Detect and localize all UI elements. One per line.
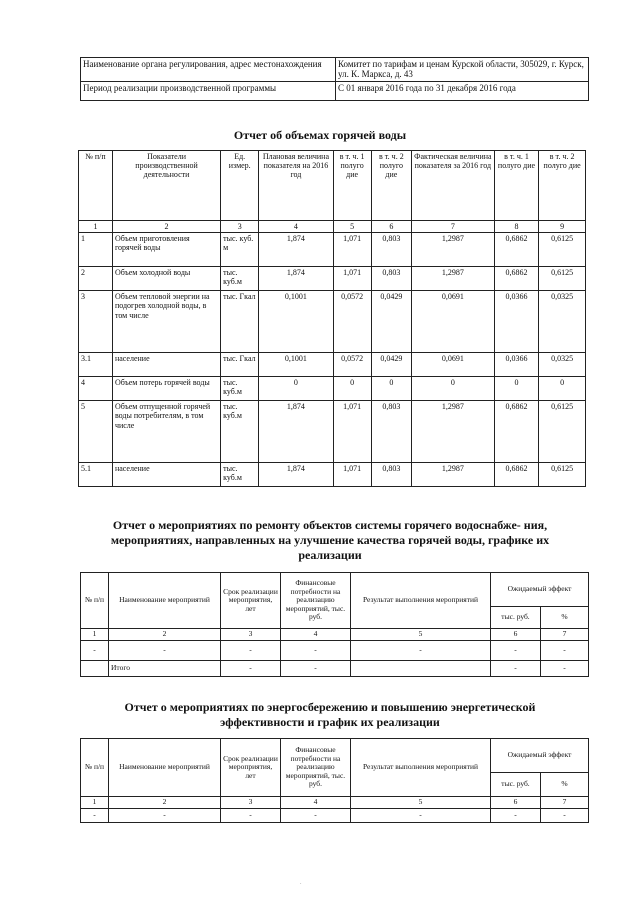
row-unit: тыс. куб. м (221, 233, 259, 267)
row-label: население (112, 463, 220, 487)
col-header: тыс. руб. (491, 773, 541, 797)
index-cell: 4 (259, 221, 333, 233)
row-unit: тыс. куб.м (221, 463, 259, 487)
index-cell: 5 (333, 221, 371, 233)
col-header: % (541, 607, 589, 629)
col-header: Наименование мероприятий (109, 573, 221, 629)
row-value: 0,803 (371, 233, 411, 267)
table-row (79, 233, 586, 267)
row-value: 0,1001 (259, 353, 333, 377)
row-value: 1,2987 (412, 401, 495, 463)
index-cell: 2 (112, 221, 220, 233)
col-header: в т. ч. 2 полуго дие (539, 151, 586, 221)
index-cell: 3 (221, 629, 281, 641)
index-cell: 2 (109, 797, 221, 809)
row-value: 0,6862 (494, 401, 539, 463)
row-label: Объем холодной воды (112, 267, 220, 291)
header-value: Комитет по тарифам и ценам Курской области, 305029, г. Курск, ул. К. Маркса, д. 43 (336, 58, 589, 82)
col-header: в т. ч. 1 полуго дие (494, 151, 539, 221)
row-num: 3 (79, 291, 113, 353)
row-value: 1,2987 (412, 267, 495, 291)
index-cell: 1 (79, 221, 113, 233)
row-label: Объем тепловой энергии на подогрев холодной воды, в том числе (112, 291, 220, 353)
cell: - (109, 808, 221, 822)
header-row (81, 81, 589, 100)
index-cell: 9 (539, 221, 586, 233)
col-header: Финансовые потребности на реализацию мероприятий, тыс. руб. (281, 739, 351, 797)
table-row (81, 808, 589, 822)
table-row (79, 463, 586, 487)
row-value: 1,874 (259, 463, 333, 487)
col-header: Ожидаемый эффект (491, 739, 589, 773)
report3-title: Отчет о мероприятиях по энергосбережению и повышению энергетической эффективности и график их реализации (124, 700, 536, 729)
row-num: 3.1 (79, 353, 113, 377)
row-num: 1 (79, 233, 113, 267)
cell: - (351, 641, 491, 661)
row-unit: тыс. Гкал (221, 353, 259, 377)
index-cell: 3 (221, 797, 281, 809)
col-header: Финансовые потребности на реализацию мероприятий, тыс. руб. (281, 573, 351, 629)
index-cell: 7 (541, 797, 589, 809)
row-value: 0,803 (371, 401, 411, 463)
col-header: Срок реализации мероприятия, лет (221, 739, 281, 797)
row-value: 0,0429 (371, 353, 411, 377)
cell: - (541, 808, 589, 822)
report2-header-row (81, 573, 589, 607)
table-row (79, 291, 586, 353)
table-row (79, 353, 586, 377)
table-row (81, 661, 589, 677)
header-row (81, 58, 589, 82)
row-value: 0 (539, 377, 586, 401)
table-row (79, 401, 586, 463)
report3-index-row (81, 797, 589, 809)
row-value: 0 (371, 377, 411, 401)
col-header: в т. ч. 1 полуго дие (333, 151, 371, 221)
report2-title: Отчет о мероприятиях по ремонту объектов системы горячего водоснабже- ния, мероприятиях, направленных на улучшение качества горячей воды, графике их реализации (110, 518, 550, 562)
row-value: 1,071 (333, 401, 371, 463)
row-value: 0,0572 (333, 291, 371, 353)
row-value: 0,6125 (539, 267, 586, 291)
cell: - (491, 808, 541, 822)
row-value: 0,0572 (333, 353, 371, 377)
row-value: 1,2987 (412, 233, 495, 267)
row-value: 0,6125 (539, 233, 586, 267)
table-row (81, 641, 589, 661)
row-value: 1,2987 (412, 463, 495, 487)
row-unit: тыс. куб.м (221, 401, 259, 463)
page-mark: . (300, 880, 302, 886)
row-value: 0,6125 (539, 463, 586, 487)
row-label: Объем отпущенной горячей воды потребителям, в том числе (112, 401, 220, 463)
index-cell: 6 (371, 221, 411, 233)
row-value: 0,0325 (539, 353, 586, 377)
cell: - (281, 661, 351, 677)
col-header: Показатели производственной деятельности (112, 151, 220, 221)
index-cell: 1 (81, 797, 109, 809)
table-row (79, 267, 586, 291)
row-value: 0,6862 (494, 267, 539, 291)
report1-title: Отчет об объемах горячей воды (233, 128, 407, 142)
report1-index-row (79, 221, 586, 233)
row-value: 0 (259, 377, 333, 401)
col-header: Фактическая величина показателя за 2016 год (412, 151, 495, 221)
row-value: 0 (412, 377, 495, 401)
row-value: 1,874 (259, 267, 333, 291)
row-value: 0,0691 (412, 291, 495, 353)
col-header: № п/п (81, 573, 109, 629)
report1-table (78, 150, 586, 487)
index-cell: 4 (281, 629, 351, 641)
report1-header-row (79, 151, 586, 221)
index-cell: 4 (281, 797, 351, 809)
col-header: тыс. руб. (491, 607, 541, 629)
cell: - (221, 661, 281, 677)
row-num: 2 (79, 267, 113, 291)
row-value: 0,803 (371, 463, 411, 487)
table-row (79, 377, 586, 401)
header-table (80, 57, 589, 101)
header-label: Период реализации производственной программы (81, 81, 336, 100)
index-cell: 2 (109, 629, 221, 641)
row-value: 0,0366 (494, 291, 539, 353)
col-header: Ожидаемый эффект (491, 573, 589, 607)
row-value: 0,803 (371, 267, 411, 291)
report3-header-row (81, 739, 589, 773)
col-header: Результат выполнения мероприятий (351, 573, 491, 629)
cell: - (351, 808, 491, 822)
row-value: 0,6862 (494, 463, 539, 487)
report3-table (80, 738, 589, 823)
row-value: 0 (333, 377, 371, 401)
col-header: Результат выполнения мероприятий (351, 739, 491, 797)
index-cell: 1 (81, 629, 109, 641)
row-value: 0,0366 (494, 353, 539, 377)
row-label: население (112, 353, 220, 377)
col-header: Наименование мероприятий (109, 739, 221, 797)
row-num: 5.1 (79, 463, 113, 487)
report2-table (80, 572, 589, 677)
index-cell: 6 (491, 797, 541, 809)
row-label: Объем потерь горячей воды (112, 377, 220, 401)
row-value: 0,6125 (539, 401, 586, 463)
row-value: 0,6862 (494, 233, 539, 267)
row-label: Объем приготовления горячей воды (112, 233, 220, 267)
col-header: № п/п (81, 739, 109, 797)
cell: - (81, 641, 109, 661)
cell (351, 661, 491, 677)
col-header: Ед. измер. (221, 151, 259, 221)
col-header: № п/п (79, 151, 113, 221)
cell: - (281, 808, 351, 822)
total-label: Итого (109, 661, 221, 677)
row-value: 0 (494, 377, 539, 401)
col-header: в т. ч. 2 полуго дие (371, 151, 411, 221)
header-value: С 01 января 2016 года по 31 декабря 2016 года (336, 81, 589, 100)
index-cell: 7 (541, 629, 589, 641)
row-num: 4 (79, 377, 113, 401)
index-cell: 6 (491, 629, 541, 641)
row-unit: тыс. куб.м (221, 267, 259, 291)
row-value: 0,0429 (371, 291, 411, 353)
row-value: 1,071 (333, 267, 371, 291)
cell: - (221, 641, 281, 661)
row-value: 1,874 (259, 233, 333, 267)
row-value: 1,071 (333, 233, 371, 267)
row-unit: тыс. Гкал (221, 291, 259, 353)
cell: - (541, 641, 589, 661)
row-value: 1,071 (333, 463, 371, 487)
row-num: 5 (79, 401, 113, 463)
cell: - (81, 808, 109, 822)
cell: - (221, 808, 281, 822)
row-unit: тыс. куб.м (221, 377, 259, 401)
cell: - (491, 641, 541, 661)
report2-index-row (81, 629, 589, 641)
index-cell: 7 (412, 221, 495, 233)
index-cell: 5 (351, 629, 491, 641)
row-value: 1,874 (259, 401, 333, 463)
index-cell: 3 (221, 221, 259, 233)
cell: - (541, 661, 589, 677)
cell (81, 661, 109, 677)
row-value: 0,0691 (412, 353, 495, 377)
row-value: 0,1001 (259, 291, 333, 353)
index-cell: 5 (351, 797, 491, 809)
index-cell: 8 (494, 221, 539, 233)
cell: - (281, 641, 351, 661)
col-header: % (541, 773, 589, 797)
col-header: Плановая величина показателя на 2016 год (259, 151, 333, 221)
row-value: 0,0325 (539, 291, 586, 353)
col-header: Срок реализации мероприятия, лет (221, 573, 281, 629)
cell: - (109, 641, 221, 661)
cell: - (491, 661, 541, 677)
header-label: Наименование органа регулирования, адрес местонахождения (81, 58, 336, 82)
